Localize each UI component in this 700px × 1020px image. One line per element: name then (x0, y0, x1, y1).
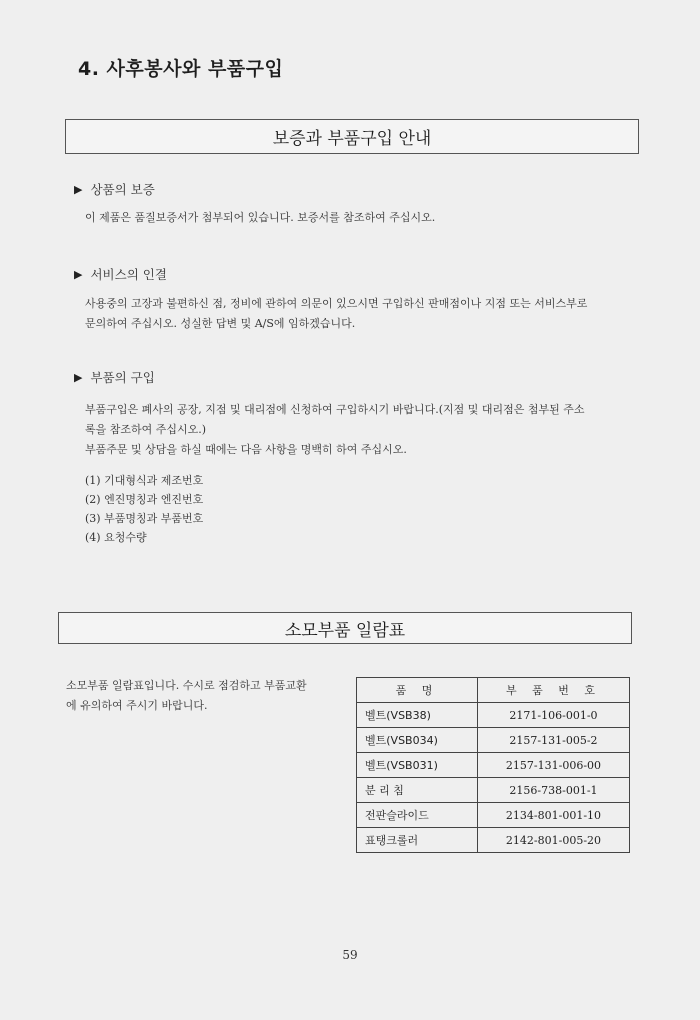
section-banner-consumables (58, 612, 632, 644)
service-text-line: 사용중의 고장과 불편하신 점, 정비에 관하여 의문이 있으시면 구입하신 판매점이나 지점 또는 서비스부로 (85, 297, 588, 310)
column-header-part-number: 부 품 번 호 (478, 678, 630, 703)
table-header-row (357, 678, 630, 703)
parts-text-line: 부품주문 및 상담을 하실 때에는 다음 사항을 명백히 하여 주십시오. (85, 443, 407, 456)
parts-intro-line: 소모부품 일람표입니다. 수시로 점검하고 부품교환 (66, 679, 307, 692)
consumable-parts-table (356, 677, 630, 853)
table-row (357, 803, 630, 828)
list-item: (1) 기대형식과 제조번호 (85, 474, 204, 487)
warranty-text: 이 제품은 품질보증서가 첨부되어 있습니다. 보증서를 참조하여 주십시오. (85, 211, 436, 224)
parts-text-line: 부품구입은 폐사의 공장, 지점 및 대리점에 신청하여 구입하시기 바랍니다.(지점 및 대리점은 첨부된 주소 (85, 403, 585, 416)
section-heading-text: 부품의 구입 (90, 370, 155, 385)
list-item: (3) 부품명칭과 부품번호 (85, 512, 204, 525)
service-text-line: 문의하여 주십시오. 성실한 답변 및 A/S에 임하겠습니다. (85, 317, 356, 330)
section-heading-service (74, 265, 167, 283)
part-name-cell: 벨트(VSB38) (357, 703, 478, 728)
section-heading-parts (74, 368, 155, 386)
table-row (357, 753, 630, 778)
parts-text-line: 록을 참조하여 주십시오.) (85, 423, 207, 436)
part-number-cell: 2157-131-006-00 (478, 753, 630, 778)
part-number-cell: 2157-131-005-2 (478, 728, 630, 753)
parts-purchase-text (85, 400, 645, 460)
part-number-cell: 2134-801-001-10 (478, 803, 630, 828)
part-name-cell: 전판슬라이드 (357, 803, 478, 828)
part-name-cell: 표탱크롤러 (357, 828, 478, 853)
parts-intro-text (66, 676, 346, 716)
part-number-cell: 2171-106-001-0 (478, 703, 630, 728)
triangle-bullet-icon: ▶ (74, 370, 83, 384)
triangle-bullet-icon: ▶ (74, 182, 83, 196)
list-item: (2) 엔진명칭과 엔진번호 (85, 493, 204, 506)
banner-title: 소모부품 일람표 (284, 620, 406, 641)
part-name-cell: 벨트(VSB031) (357, 753, 478, 778)
service-text (85, 294, 645, 334)
part-number-cell: 2142-801-005-20 (478, 828, 630, 853)
part-number-cell: 2156-738-001-1 (478, 778, 630, 803)
order-checklist (85, 472, 203, 548)
table-row (357, 728, 630, 753)
banner-title: 보증과 부품구입 안내 (272, 129, 432, 149)
table-row (357, 828, 630, 853)
section-heading-text: 서비스의 인결 (90, 267, 167, 282)
section-heading-text: 상품의 보증 (90, 182, 155, 197)
section-heading-warranty (74, 180, 155, 198)
part-name-cell: 분 리 침 (357, 778, 478, 803)
page-number: 59 (342, 948, 358, 962)
part-name-cell: 벨트(VSB034) (357, 728, 478, 753)
table-row (357, 703, 630, 728)
chapter-title: 4. 사후봉사와 부품구입 (78, 58, 284, 80)
table-row (357, 778, 630, 803)
section-banner-warranty (65, 119, 639, 154)
parts-intro-line: 에 유의하여 주시기 바랍니다. (66, 699, 208, 712)
list-item: (4) 요청수량 (85, 531, 147, 544)
column-header-name: 품 명 (357, 678, 478, 703)
triangle-bullet-icon: ▶ (74, 267, 83, 281)
